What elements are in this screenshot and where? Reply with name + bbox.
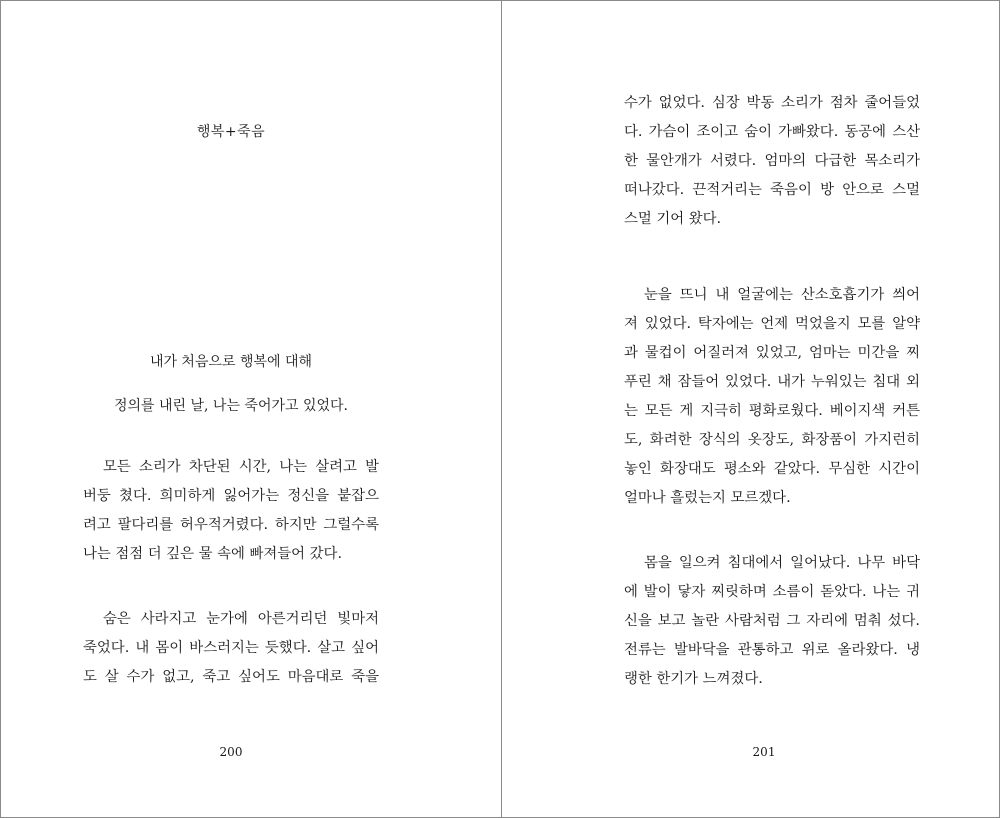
text-line: 눈을 뜨니 내 얼굴에는 산소호흡기가 씌어	[644, 287, 920, 303]
body-paragraph	[624, 281, 920, 513]
body-paragraph	[83, 605, 379, 692]
text-line: 죽었다. 내 몸이 바스러지는 듯했다. 살고 싶어	[83, 640, 379, 656]
text-line: 모든 소리가 차단된 시간, 나는 살려고 발	[103, 459, 379, 475]
text-line: 놓인 화장대도 평소와 같았다. 무심한 시간이	[624, 461, 920, 477]
chapter-title: 행복+죽음	[196, 124, 266, 140]
text-line: 려고 팔다리를 허우적거렸다. 하지만 그럴수록	[83, 517, 379, 533]
text-line: 얼마나 흘렀는지 모르겠다.	[624, 490, 791, 506]
text-line: 다. 가슴이 조이고 숨이 가빠왔다. 동공에 스산	[624, 124, 920, 140]
right-page	[502, 1, 999, 817]
text-line: 나는 점점 더 깊은 물 속에 빠져들어 갔다.	[83, 546, 343, 562]
text-line: 과 물컵이 어질러져 있었고, 엄마는 미간을 찌	[624, 345, 920, 361]
text-line: 떠나갔다. 끈적거리는 죽음이 방 안으로 스멀	[624, 182, 920, 198]
page-number: 201	[752, 745, 776, 759]
body-paragraph	[83, 453, 379, 569]
text-line: 는 모든 게 지극히 평화로웠다. 베이지색 커튼	[624, 403, 920, 419]
text-line: 전류는 발바닥을 관통하고 위로 올라왔다. 냉	[624, 642, 920, 658]
text-line: 랭한 한기가 느껴졌다.	[624, 671, 763, 687]
left-page	[1, 1, 501, 817]
text-line: 푸린 채 잠들어 있었다. 내가 누워있는 침대 외	[624, 374, 920, 390]
body-paragraph	[624, 549, 920, 694]
text-line: 한 물안개가 서렸다. 엄마의 다급한 목소리가	[624, 153, 920, 169]
page-number: 200	[219, 745, 243, 759]
epigraph-line: 정의를 내린 날, 나는 죽어가고 있었다.	[113, 398, 348, 414]
text-line: 숨은 사라지고 눈가에 아른거리던 빛마저	[103, 611, 379, 627]
text-line: 몸을 일으켜 침대에서 일어났다. 나무 바닥	[644, 555, 920, 571]
text-line: 도 살 수가 없고, 죽고 싶어도 마음대로 죽을	[83, 669, 379, 685]
text-line: 버둥 쳤다. 희미하게 잃어가는 정신을 붙잡으	[83, 488, 379, 504]
epigraph-line: 내가 처음으로 행복에 대해	[149, 354, 313, 370]
body-paragraph	[624, 89, 920, 234]
text-line: 스멀 기어 왔다.	[624, 211, 722, 227]
text-line: 도, 화려한 장식의 옷장도, 화장품이 가지런히	[624, 432, 920, 448]
text-line: 신을 보고 놀란 사람처럼 그 자리에 멈춰 섰다.	[624, 613, 920, 629]
text-line: 수가 없었다. 심장 박동 소리가 점차 줄어들었	[624, 95, 920, 111]
text-line: 져 있었다. 탁자에는 언제 먹었을지 모를 알약	[624, 316, 920, 332]
text-line: 에 발이 닿자 찌릿하며 소름이 돋았다. 나는 귀	[624, 584, 920, 600]
